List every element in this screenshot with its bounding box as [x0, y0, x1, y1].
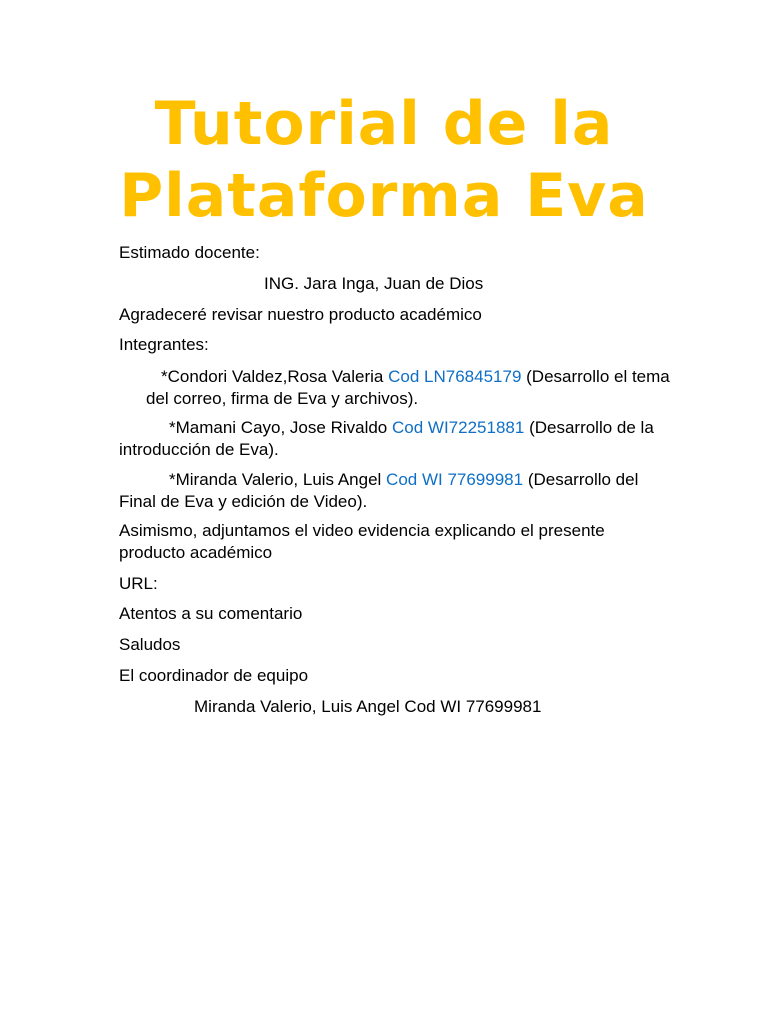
member-name: *Condori Valdez,Rosa Valeria	[161, 367, 384, 386]
coordinator-signature: Miranda Valerio, Luis Angel Cod WI 77699981	[194, 697, 542, 716]
member-code: Cod LN76845179	[388, 367, 522, 386]
member-code: Cod WI 77699981	[386, 470, 524, 489]
member-item	[119, 469, 671, 512]
member-item	[146, 366, 671, 409]
member-name: *Mamani Cayo, Jose Rivaldo	[169, 418, 388, 437]
member-code: Cod WI72251881	[392, 418, 525, 437]
coordinator-label: El coordinador de equipo	[119, 666, 309, 685]
document-title	[0, 88, 768, 232]
salutation: Saludos	[119, 635, 181, 654]
recipient: ING. Jara Inga, Juan de Dios	[264, 274, 484, 293]
video-note: Asimismo, adjuntamos el video evidencia explicando el presente producto académico	[119, 521, 605, 562]
request-text: Agradeceré revisar nuestro producto académico	[119, 305, 482, 324]
greeting: Estimado docente:	[119, 243, 260, 262]
member-item	[119, 417, 671, 460]
member-role: (Desarrollo el tema del correo, firma de Eva y archivos).	[146, 367, 670, 408]
closing-text: Atentos a su comentario	[119, 604, 303, 623]
member-role: (Desarrollo de la introducción de Eva).	[119, 418, 654, 459]
title-line-1: Tutorial de la	[154, 89, 614, 159]
members-heading: Integrantes:	[119, 335, 209, 354]
title-line-2: Plataforma Eva	[119, 161, 649, 231]
member-name: *Miranda Valerio, Luis Angel	[169, 470, 382, 489]
member-role: (Desarrollo del Final de Eva y edición de Video).	[119, 470, 639, 511]
url-label: URL:	[119, 574, 158, 593]
